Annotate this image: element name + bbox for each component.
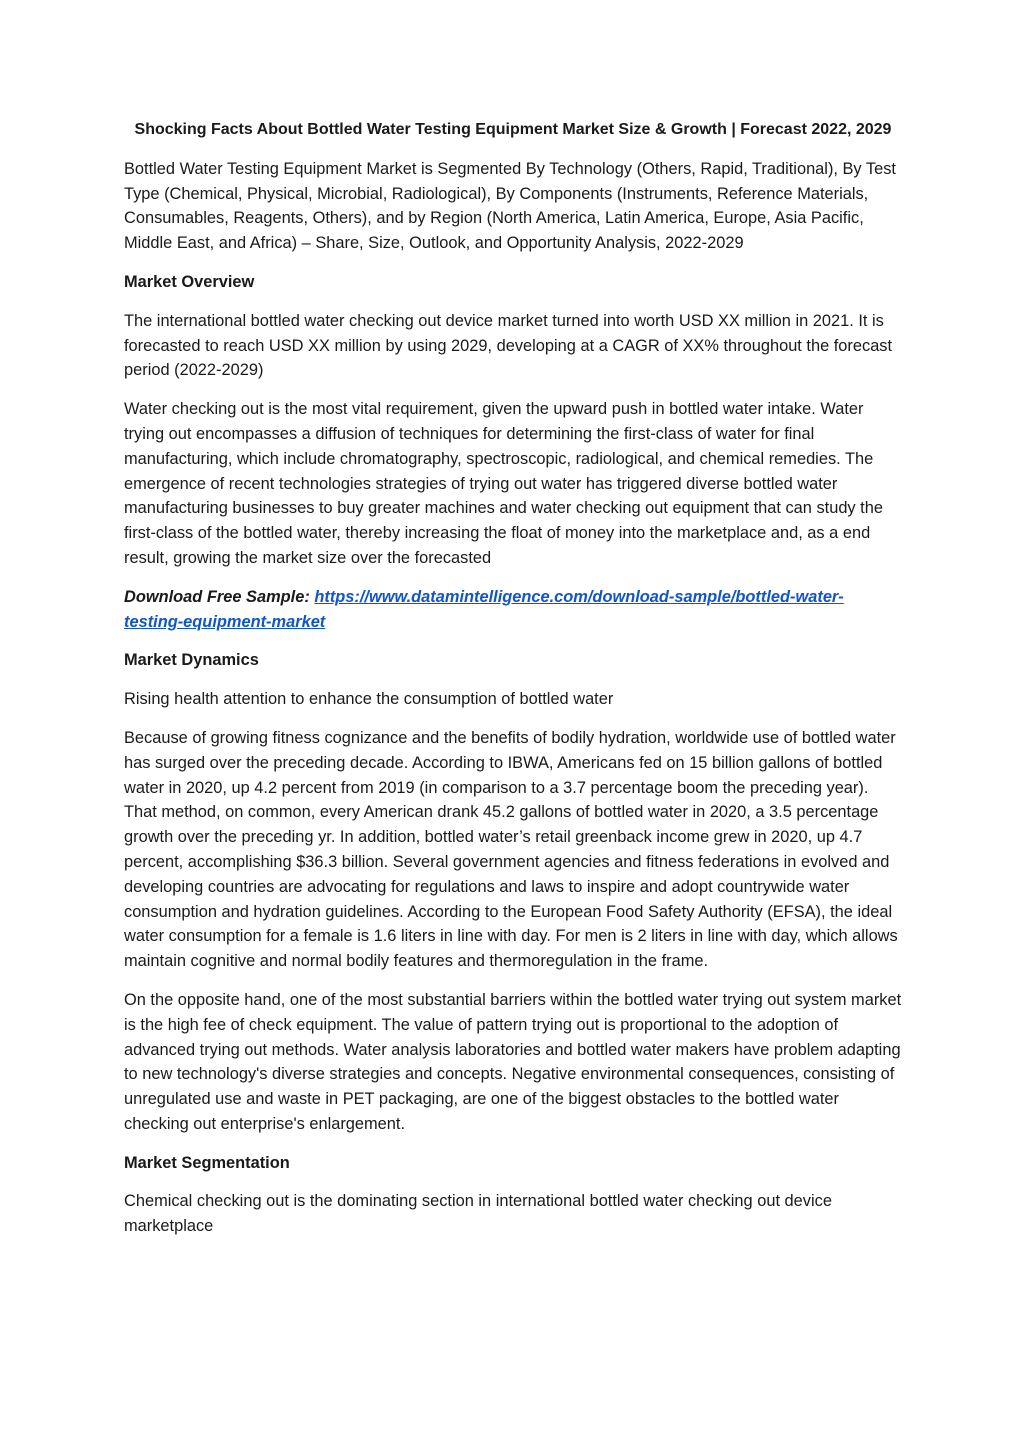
market-overview-heading: Market Overview: [124, 272, 255, 291]
market-segmentation-heading: Market Segmentation: [124, 1153, 290, 1172]
overview-paragraph-1: The international bottled water checking out device market turned into worth USD XX million in 2021. It is forecasted to reach USD XX million by using 2029, developing at a CAGR of XX% throughout the forecast period (2022-2029): [124, 311, 893, 380]
download-sample-line: [124, 585, 902, 635]
segmentation-paragraph-1: Chemical checking out is the dominating section in international bottled water checking out device marketplace: [124, 1192, 832, 1236]
download-sample-label: Download Free Sample:: [124, 587, 315, 606]
market-dynamics-heading: Market Dynamics: [124, 651, 259, 670]
dynamics-subheading: Rising health attention to enhance the consumption of bottled water: [124, 690, 614, 709]
download-sample-link[interactable]: https://www.datamintelligence.com/download-sample/bottled-water-testing-equipment-market: [124, 587, 844, 631]
dynamics-paragraph-1: Because of growing fitness cognizance and the benefits of bodily hydration, worldwide use of bottled water has surged over the preceding decade. According to IBWA, Americans fed on 15 billion gallons of bottled water in 2020, up 4.2 percent from 2019 (in comparison to a 3.7 percentage boom the preceding year). That method, on common, every American drank 45.2 gallons of bottled water in 2020, a 3.5 percentage growth over the preceding yr. In addition, bottled water’s retail greenback income grew in 2020, up 4.7 percent, accomplishing $36.3 billion. Several government agencies and fitness federations in evolved and developing countries are advocating for regulations and laws to inspire and adopt countrywide water consumption and hydration guidelines. According to the European Food Safety Authority (EFSA), the ideal water consumption for a female is 1.6 liters in line with day. For men is 2 liters in line with day, which allows maintain cognitive and normal bodily features and thermoregulation in the frame.: [124, 728, 898, 971]
intro-paragraph: Bottled Water Testing Equipment Market is Segmented By Technology (Others, Rapid, Traditional), By Test Type (Chemical, Physical, Microbial, Radiological), By Components (Instruments, Reference Materials, Consumables, Reagents, Others), and by Region (North America, Latin America, Europe, Asia Pacific, Middle East, and Africa) – Share, Size, Outlook, and Opportunity Analysis, 2022-2029: [124, 159, 896, 253]
dynamics-paragraph-2: On the opposite hand, one of the most substantial barriers within the bottled water trying out system market is the high fee of check equipment. The value of pattern trying out is proportional to the adoption of advanced trying out methods. Water analysis laboratories and bottled water makers have problem adapting to new technology's diverse strategies and concepts. Negative environmental consequences, consisting of unregulated use and waste in PET packaging, are one of the biggest obstacles to the bottled water checking out enterprise's enlargement.: [124, 990, 902, 1133]
document-title: Shocking Facts About Bottled Water Testing Equipment Market Size & Growth | Forecast 2022, 2029: [134, 121, 892, 138]
document-page: [124, 118, 902, 1253]
overview-paragraph-2: Water checking out is the most vital requirement, given the upward push in bottled water intake. Water trying out encompasses a diffusion of techniques for determining the first-class of water for final manufacturing, which include chromatography, spectroscopic, radiological, and chemical remedies. The emergence of recent technologies strategies of trying out water has triggered diverse bottled water manufacturing businesses to buy greater machines and water checking out equipment that can study the first-class of the bottled water, thereby increasing the float of money into the marketplace and, as a end result, growing the market size over the forecasted: [124, 400, 883, 567]
